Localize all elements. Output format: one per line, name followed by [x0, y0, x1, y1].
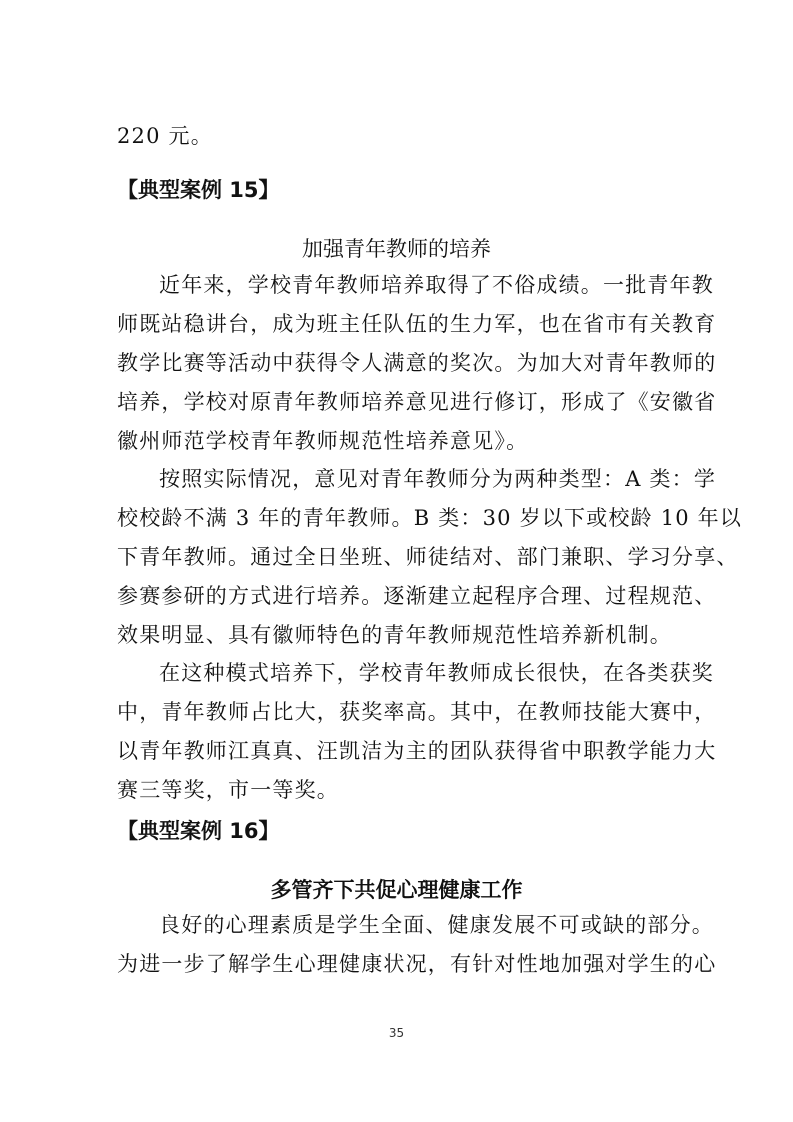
intro-tail-text: 220 元。: [117, 124, 213, 148]
case-15-p3-line: 在这种模式培养下，学校青年教师成长很快，在各类获奖: [159, 661, 714, 685]
case-15-p3-line: 赛三等奖，市一等奖。: [117, 778, 339, 802]
case-15-heading: 【典型案例 15】: [117, 178, 280, 202]
case-16-p1-line: 良好的心理素质是学生全面、健康发展不可或缺的部分。: [159, 913, 714, 937]
case-16-title: 多管齐下共促心理健康工作: [270, 878, 523, 902]
case-15-p1-line: 师既站稳讲台，成为班主任队伍的生力军，也在省市有关教育: [117, 312, 717, 336]
case-15-p1-line: 教学比赛等活动中获得令人满意的奖次。为加大对青年教师的: [117, 351, 717, 375]
case-15-p1-line: 近年来，学校青年教师培养取得了不俗成绩。一批青年教: [159, 273, 714, 297]
case-16-p1-line: 为进一步了解学生心理健康状况，有针对性地加强对学生的心: [117, 952, 717, 976]
case-15-p2-line: 效果明显、具有徽师特色的青年教师规范性培养新机制。: [117, 623, 672, 647]
case-15-p3-line: 以青年教师江真真、汪凯洁为主的团队获得省中职教学能力大: [117, 739, 717, 763]
case-15-p3-line: 中，青年教师占比大，获奖率高。其中，在教师技能大赛中，: [117, 700, 717, 724]
case-15-p1-line: 培养，学校对原青年教师培养意见进行修订，形成了《安徽省: [117, 390, 717, 414]
case-15-p2-line: 下青年教师。通过全日坐班、师徒结对、部门兼职、学习分享、: [117, 545, 739, 569]
case-15-p2-line: 参赛参研的方式进行培养。逐渐建立起程序合理、过程规范、: [117, 584, 717, 608]
case-15-p2-line: 按照实际情况，意见对青年教师分为两种类型：A 类：学: [159, 467, 717, 491]
case-15-title: 加强青年教师的培养: [302, 237, 491, 261]
page-number: 35: [388, 1026, 405, 1040]
case-15-p1-line: 徽州师范学校青年教师规范性培养意见》。: [117, 429, 529, 453]
case-15-p2-line: 校校龄不满 3 年的青年教师。B 类：30 岁以下或校龄 10 年以: [117, 506, 743, 530]
case-16-heading: 【典型案例 16】: [117, 819, 280, 843]
